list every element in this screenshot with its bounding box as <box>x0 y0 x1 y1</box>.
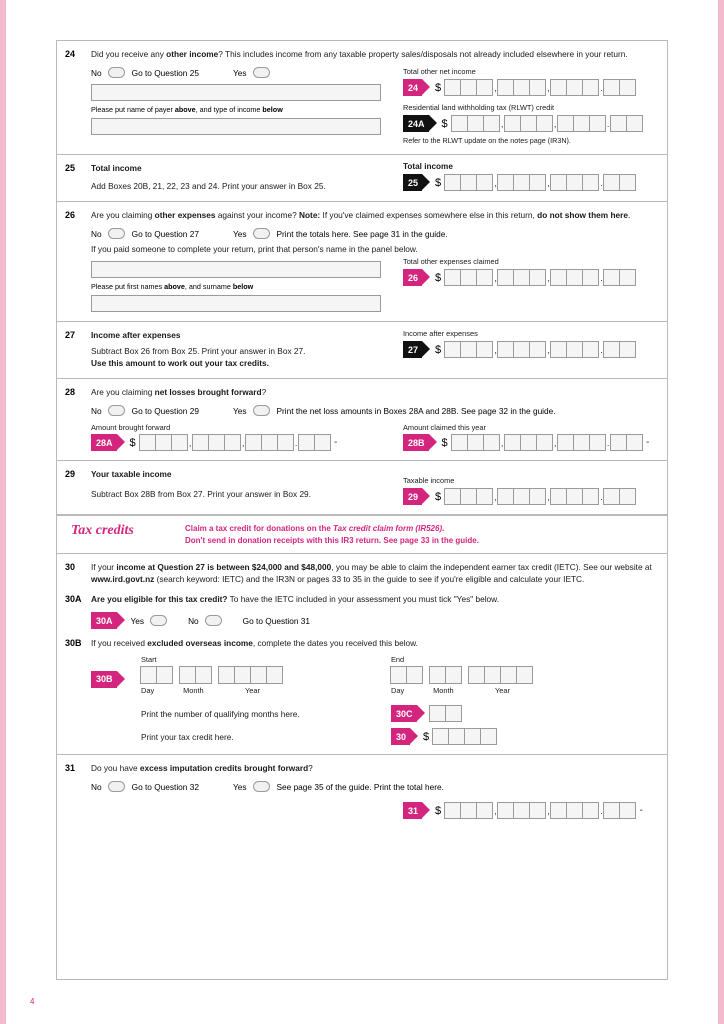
q31-box-tag: 31 <box>403 802 422 819</box>
q26-amount-cells[interactable]: , , . <box>445 269 636 286</box>
q26-names-note-d: below <box>232 282 254 291</box>
q30a-goto-label: Go to Question 31 <box>242 615 311 626</box>
question-27-text-bold: Use this amount to work out your tax credits. <box>91 358 269 368</box>
q30a-box-tag: 30A <box>91 612 117 629</box>
q30b-text-c: , complete the dates you received this below. <box>252 638 418 648</box>
q30-text-d: www.ird.govt.nz <box>91 574 155 584</box>
question-28-yesno <box>91 405 659 416</box>
q28a-amount-cells[interactable]: , , . - <box>140 434 341 451</box>
question-25 <box>57 155 667 202</box>
question-31-yesno <box>91 781 659 792</box>
q24-amount-cells[interactable]: , , . <box>445 79 636 96</box>
q31-print-label: See page 35 of the guide. Print the total here. <box>276 781 444 792</box>
q24a-amount-cells[interactable]: , , . <box>452 115 643 132</box>
q25-amount-row <box>403 174 659 191</box>
question-29-heading: Your taxable income <box>91 469 172 479</box>
q31-amount-cells[interactable]: , , . - <box>445 802 646 819</box>
q27-amount-row <box>403 341 659 358</box>
q24-text-bold: other income <box>166 49 219 59</box>
question-24 <box>57 41 667 155</box>
q24-goto-label: Go to Question 25 <box>131 67 199 78</box>
question-30a-text <box>91 593 659 605</box>
q26-names-note-b: above <box>164 282 185 291</box>
tax-credits-line1-b: Tax credit claim form (IR526) <box>333 524 443 533</box>
q26-print-label: Print the totals here. See page 31 in the guide. <box>276 228 448 239</box>
question-30a <box>57 591 667 635</box>
q26-text-g: . <box>627 210 631 220</box>
q24a-dollar-sign: $ <box>441 117 448 130</box>
form-sheet <box>56 40 668 980</box>
q31-text-b: excess imputation credits brought forward <box>139 763 309 773</box>
q26-text-f: do not show them here <box>537 210 628 220</box>
q28a-caption: Amount brought forward <box>91 423 171 432</box>
q26-names-note <box>91 282 391 292</box>
q30b-start-date-fields[interactable] <box>141 666 391 684</box>
q30-text-a: If your <box>91 562 117 572</box>
q30b-start-year-label: Year <box>244 686 260 695</box>
q29-dollar-sign: $ <box>435 490 442 503</box>
q30b-end-year-label: Year <box>494 686 510 695</box>
q30b-box-tag: 30B <box>91 671 117 688</box>
q27-amount-cells[interactable]: , , . <box>445 341 636 358</box>
q30a-text-b: To have the IETC included in your assessment you must tick "Yes" below. <box>227 594 499 604</box>
question-25-text: Add Boxes 20B, 21, 22, 23 and 24. Print your answer in Box 25. <box>91 181 326 191</box>
q30-text-c: , you may be able to claim the independent earner tax credit (IETC). See our website at <box>331 562 652 572</box>
q26-amount-row <box>403 269 659 286</box>
q26-first-names-field[interactable] <box>91 261 381 278</box>
q24-text-mid: ? This includes income from any taxable property sales/disposals not already included elsewhere in your return. <box>218 49 628 59</box>
q26-text-e: If you've claimed expenses somewhere else in this return, <box>320 210 538 220</box>
q31-goto-label: Go to Question 32 <box>131 781 199 792</box>
q25-total-caption: Total income <box>403 162 453 171</box>
q30b-text-b: excluded overseas income <box>147 638 253 648</box>
q31-text-a: Do you have <box>91 763 140 773</box>
question-28-number: 28 <box>65 387 76 397</box>
question-25-heading: Total income <box>91 163 142 173</box>
q26-surname-field[interactable] <box>91 295 381 312</box>
q26-no-checkbox[interactable] <box>108 228 125 239</box>
q31-text-c: ? <box>308 763 313 773</box>
question-30-number: 30 <box>65 562 76 572</box>
q24-payer-name-field[interactable] <box>91 84 381 101</box>
q29-amount-cells[interactable]: , , . <box>445 488 636 505</box>
q27-box-tag: 27 <box>403 341 422 358</box>
question-24-yesno <box>91 67 391 78</box>
q28b-amount-row <box>403 434 659 451</box>
q26-goto-label: Go to Question 27 <box>131 228 199 239</box>
tax-credits-text <box>185 523 479 546</box>
q31-yes-label: Yes <box>232 781 247 792</box>
question-30-text <box>91 561 659 585</box>
q28b-box-tag: 28B <box>403 434 429 451</box>
q28-text-c: ? <box>261 387 267 397</box>
question-27 <box>57 322 667 379</box>
q28-text-a: Are you claiming <box>91 387 155 397</box>
q30-box-tag: 30 <box>391 728 410 745</box>
q24a-box-tag: 24A <box>403 115 429 132</box>
question-26-text <box>91 209 659 221</box>
tax-credits-title: Tax credits <box>71 523 134 538</box>
question-30b <box>57 635 667 755</box>
question-31-text <box>91 762 659 774</box>
q24-box-tag: 24 <box>403 79 422 96</box>
question-30a-yesno <box>91 612 659 629</box>
q31-no-label: No <box>91 781 102 792</box>
tax-credits-line1-a: Claim a tax credit for donations on the <box>185 524 334 533</box>
page-number: 4 <box>30 997 35 1006</box>
q24-payer-note-c: , and type of income <box>195 105 263 114</box>
q25-box-tag: 25 <box>403 174 422 191</box>
question-28-text <box>91 386 659 398</box>
q24-yes-checkbox[interactable] <box>253 67 270 78</box>
q28-no-label: No <box>91 405 102 416</box>
question-30b-number: 30B <box>65 638 82 648</box>
q24-payer-note-a: Please put name of payer <box>91 105 175 114</box>
q28b-dollar-sign: $ <box>441 436 448 449</box>
q24-dollar-sign: $ <box>435 81 442 94</box>
q26-text-c: against your income? <box>215 210 299 220</box>
q24a-rlwt-caption: Residential land withholding tax (RLWT) credit <box>403 103 555 112</box>
q30-text-b: income at Question 27 is between $24,000 and $48,000 <box>116 562 332 572</box>
q27-caption: Income after expenses <box>403 329 478 338</box>
q25-dollar-sign: $ <box>435 176 442 189</box>
question-26 <box>57 202 667 322</box>
q30-credit-text: Print your tax credit here. <box>141 731 234 742</box>
q30a-no-label: No <box>188 615 199 626</box>
q27-dollar-sign: $ <box>435 343 442 356</box>
q30c-months-cells[interactable] <box>430 705 462 722</box>
q24-payer-note-b: above <box>174 105 196 114</box>
question-27-number: 27 <box>65 330 76 340</box>
q24-yes-label: Yes <box>232 67 247 78</box>
question-24-number: 24 <box>65 49 76 59</box>
q30-dollar-sign: $ <box>423 730 430 743</box>
q25-amount-cells[interactable]: , , . <box>445 174 636 191</box>
q24-income-type-field[interactable] <box>91 118 381 135</box>
q26-subtext: If you paid someone to complete your return, print that person's name in the panel below. <box>91 244 418 254</box>
q24-payer-note-d: below <box>262 105 283 114</box>
question-29-number: 29 <box>65 469 76 479</box>
q24-payer-note <box>91 105 391 115</box>
question-29-text: Subtract Box 28B from Box 27. Print your answer in Box 29. <box>91 489 311 499</box>
q28a-dollar-sign: $ <box>129 436 136 449</box>
tax-credits-line2: Don't send in donation receipts with this IR3 return. See page 33 in the guide. <box>185 535 479 545</box>
q28a-amount-row <box>91 434 391 451</box>
q30b-end-date-labels <box>391 686 659 695</box>
question-25-number: 25 <box>65 163 76 173</box>
q24-total-caption: Total other net income <box>403 67 476 76</box>
question-31 <box>57 755 667 905</box>
q30-credit-cells[interactable] <box>433 728 497 745</box>
q26-names-note-c: , and surname <box>184 282 233 291</box>
question-31-number: 31 <box>65 763 76 773</box>
question-24-text <box>91 48 659 60</box>
q31-no-checkbox[interactable] <box>108 781 125 792</box>
q24-text-prefix: Did you receive any <box>91 49 167 59</box>
q29-box-tag: 29 <box>403 488 422 505</box>
page-edge-left <box>0 0 6 1024</box>
q28-goto-label: Go to Question 29 <box>131 405 199 416</box>
q30-credit-row <box>91 728 659 745</box>
tax-credits-line1-c: . <box>442 524 445 533</box>
q26-text-b: other expenses <box>154 210 216 220</box>
q24a-rlwt-note: Refer to the RLWT update on the notes page (IR3N). <box>403 136 571 145</box>
tax-credits-band <box>57 515 667 554</box>
q30c-box-tag: 30C <box>391 705 417 722</box>
q30b-start-label: Start <box>141 655 157 664</box>
q26-yes-checkbox[interactable] <box>253 228 270 239</box>
q29-amount-row <box>403 488 659 505</box>
q30b-dates-row <box>91 655 659 695</box>
q30b-start-date-labels <box>141 686 391 695</box>
q26-box-tag: 26 <box>403 269 422 286</box>
question-28 <box>57 379 667 461</box>
q30b-end-month-label: Month <box>433 686 454 695</box>
page-edge-right <box>718 0 724 1024</box>
q30a-yes-label: Yes <box>130 615 145 626</box>
q31-dollar-sign: $ <box>435 804 442 817</box>
q30b-start-month-label: Month <box>183 686 204 695</box>
q26-names-note-a: Please put first names <box>91 282 165 291</box>
question-26-number: 26 <box>65 210 76 220</box>
q30b-start-day-label: Day <box>141 686 155 695</box>
q30c-months-text: Print the number of qualifying months here. <box>141 708 300 719</box>
q29-caption: Taxable income <box>403 476 455 485</box>
q24a-amount-row <box>403 115 659 132</box>
question-30b-text <box>91 637 659 649</box>
q30b-end-label: End <box>391 655 405 664</box>
question-27-heading: Income after expenses <box>91 330 181 340</box>
q24-amount-row <box>403 79 659 96</box>
q28-print-label: Print the net loss amounts in Boxes 28A and 28B. See page 32 in the guide. <box>276 405 556 416</box>
q30-text-e: (search keyword: IETC) and the IR3N or pages 33 to 35 in the guide to see if you're eligible and calculate your IETC. <box>154 574 585 584</box>
q30b-end-day-label: Day <box>391 686 405 695</box>
q24-no-label: No <box>91 67 102 78</box>
q31-yes-checkbox[interactable] <box>253 781 270 792</box>
q28-text-b: net losses brought forward <box>154 387 262 397</box>
q24-no-checkbox[interactable] <box>108 67 125 78</box>
q26-yes-label: Yes <box>232 228 247 239</box>
q30c-months-row <box>91 705 659 722</box>
q30a-text-a: Are you eligible for this tax credit? <box>91 594 228 604</box>
question-26-yesno <box>91 228 659 239</box>
q26-dollar-sign: $ <box>435 271 442 284</box>
q28b-amount-cells[interactable]: , , . - <box>452 434 653 451</box>
q26-text-a: Are you claiming <box>91 210 155 220</box>
q28-yes-label: Yes <box>232 405 247 416</box>
q30a-no-checkbox[interactable] <box>205 615 222 626</box>
q28-yes-checkbox[interactable] <box>253 405 270 416</box>
q28b-caption: Amount claimed this year <box>403 423 486 432</box>
q30b-end-date-fields[interactable] <box>391 666 659 684</box>
q28-no-checkbox[interactable] <box>108 405 125 416</box>
question-30 <box>57 554 667 591</box>
question-29 <box>57 461 667 515</box>
q28a-box-tag: 28A <box>91 434 117 451</box>
q31-amount-row <box>403 802 659 819</box>
question-30a-number: 30A <box>65 594 82 604</box>
q26-no-label: No <box>91 228 102 239</box>
question-27-text: Subtract Box 26 from Box 25. Print your answer in Box 27. <box>91 346 306 356</box>
q26-total-caption: Total other expenses claimed <box>403 257 499 266</box>
q30a-yes-checkbox[interactable] <box>150 615 167 626</box>
q26-text-d: Note: <box>299 210 321 220</box>
q30b-text-a: If you received <box>91 638 148 648</box>
